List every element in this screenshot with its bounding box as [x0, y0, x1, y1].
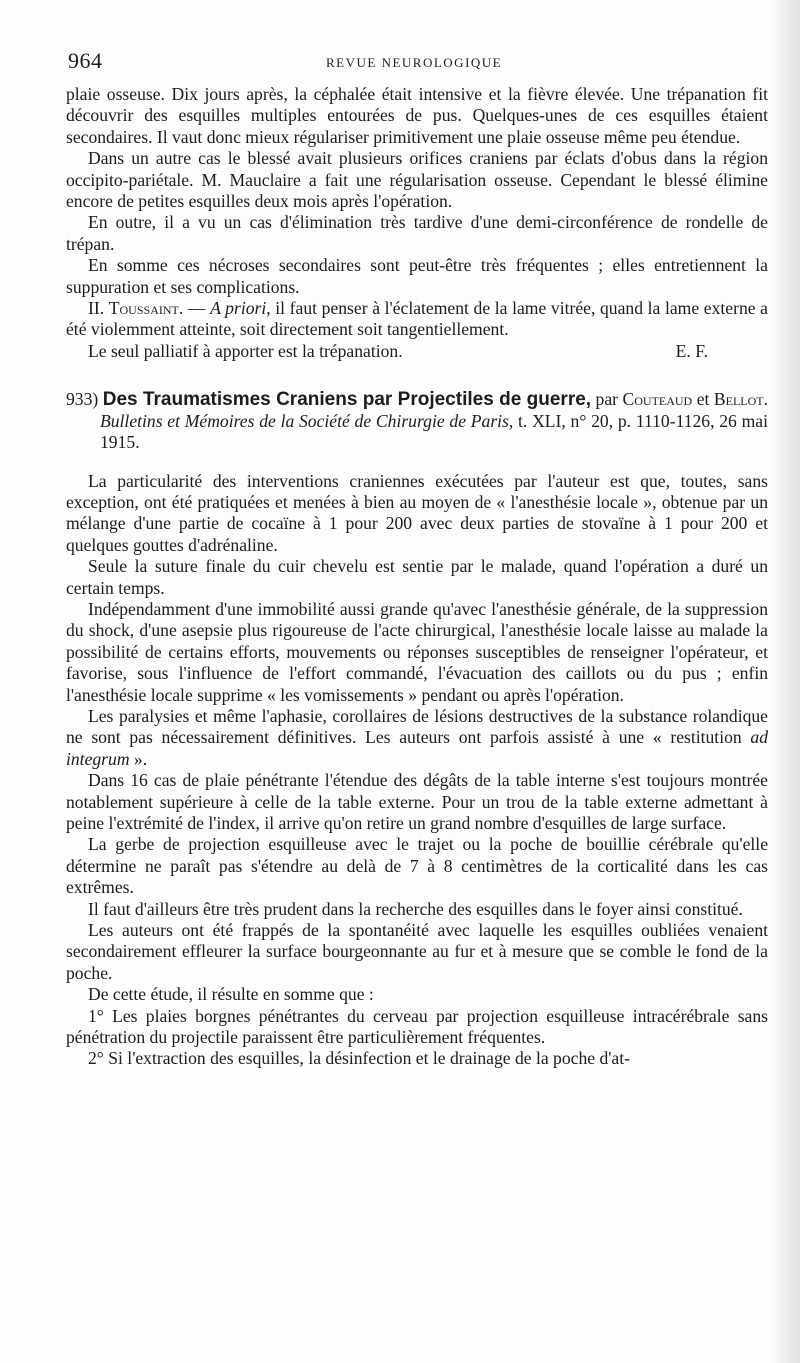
page-header — [68, 48, 768, 78]
italic-phrase: A priori — [210, 298, 267, 319]
paragraph: Il faut d'ailleurs être très prudent dans la recherche des esquilles dans le foyer ainsi constitué. — [88, 898, 743, 919]
paragraph: 2° Si l'extraction des esquilles, la désinfection et le drainage de la poche d'at- — [88, 1048, 630, 1069]
paragraph: En somme ces nécroses secondaires sont peut-être très fréquentes ; elles entretiennent la suppuration et ses complications. — [66, 255, 768, 297]
italic-phrase: ad integrum — [66, 727, 768, 769]
page-number: 964 — [68, 48, 103, 73]
paragraph: En outre, il a vu un cas d'élimination très tardive d'une demi-circonférence de rondelle de trépan. — [66, 212, 768, 254]
paragraph: La gerbe de projection esquilleuse avec le trajet ou la poche de bouillie cérébrale qu'elle détermine ne paraît pas s'étendre au delà de 7 à 8 centimètres de la corticalité dans les cas extrêmes. — [66, 834, 768, 898]
paragraph-text: Le seul palliatif à apporter est la trépanation. — [88, 340, 403, 361]
article-heading — [66, 389, 768, 453]
reference: t. XLI, n° 20, p. 1110-1126, 26 mai 1915. — [100, 410, 768, 453]
paragraph: Indépendamment d'une immobilité aussi grande qu'avec l'anesthésie générale, de la suppression du shock, d'une asepsie plus rigoureuse de l'acte chirurgical, l'anesthésie locale laisse au malade la possibilité de certains efforts, mouvements ou réponses susceptibles de renseigner l'opérateur, et favorise, sous l'influence de l'effort commandé, l'évacuation des caillots ou du pus ; enfin l'anesthésie locale supprime « les vomissements » pendant ou après l'opération. — [66, 598, 768, 705]
paragraph: 1° Les plaies borgnes pénétrantes du cerveau par projection esquilleuse intracérébrale sans pénétration du projectile paraissent être particulièrement fréquentes. — [66, 1005, 768, 1048]
paragraph-text: , il faut penser à l'éclatement de la lame vitrée, quand la lame externe a été violemment atteinte, soit directement soit tangentiellement. — [66, 298, 768, 340]
dash: — — [183, 298, 211, 319]
conjunction: et — [692, 389, 714, 410]
text-body — [66, 84, 768, 1070]
signature: E. F. — [675, 340, 708, 361]
journal-name: Bulletins et Mémoires de la Société de Chirurgie de Paris, — [100, 410, 514, 431]
paragraph-text: Les paralysies et même l'aphasie, corollaires de lésions destructives de la substance rolandique ne sont pas nécessairement définitives. Les auteurs ont parfois assisté à une « restitution — [66, 705, 768, 748]
paragraph — [66, 706, 768, 770]
paragraph: Seule la suture finale du cuir chevelu est sentie par le malade, quand l'opération a duré un certain temps. — [66, 556, 768, 598]
page-edge-shadow — [770, 0, 800, 1363]
paragraph: Dans 16 cas de plaie pénétrante l'étendue des dégâts de la table interne s'est toujours montrée notablement supérieure à celle de la table externe. Pour un trou de la table externe admettant à peine l'extrémité de l'index, il arrive qu'on retire un grand nombre d'esquilles de large surface. — [66, 770, 768, 833]
by-word: par — [591, 389, 623, 410]
section-number: II. — [88, 298, 105, 319]
author-name: Bellot. — [713, 389, 769, 410]
paragraph: De cette étude, il résulte en somme que : — [88, 984, 374, 1005]
article-title: Des Traumatismes Craniens par Projectiles de guerre, — [102, 389, 592, 411]
paragraph — [66, 298, 768, 341]
paragraph: Les auteurs ont été frappés de la spontanéité avec laquelle les esquilles oubliées venaient secondairement effleurer la surface bourgeonnante au fur et à mesure que se comble le fond de la poche. — [66, 920, 768, 983]
paragraph: plaie osseuse. Dix jours après, la céphalée était intensive et la fièvre élevée. Une trépanation fit découvrir des esquilles multiples entourées de pus. Quelques-unes de ces esquilles étaient secondaires. Il vaut donc mieux régulariser primitivement une plaie osseuse même peu étendue. — [66, 84, 768, 147]
running-head: REVUE NEUROLOGIQUE — [326, 55, 503, 70]
paragraph — [66, 341, 768, 362]
author-name: Toussaint. — [108, 298, 184, 319]
paragraph: Dans un autre cas le blessé avait plusieurs orifices craniens par éclats d'obus dans la région occipito-pariétale. M. Mauclaire a fait une régularisation osseuse. Cependant le blessé élimine encore de petites esquilles deux mois après l'opération. — [66, 148, 768, 212]
author-name: Couteaud — [622, 389, 693, 410]
paragraph: La particularité des interventions craniennes exécutées par l'auteur est que, toutes, sans exception, ont été pratiquées et menées à bien au moyen de « l'anesthésie locale », obtenue par un mélange d'une partie de cocaïne à 1 pour 200 avec deux parties de stovaïne à 1 pour 200 et quelques gouttes d'adrénaline. — [66, 470, 768, 555]
article-number: 933) — [66, 389, 99, 410]
paragraph-text: ». — [129, 748, 148, 769]
